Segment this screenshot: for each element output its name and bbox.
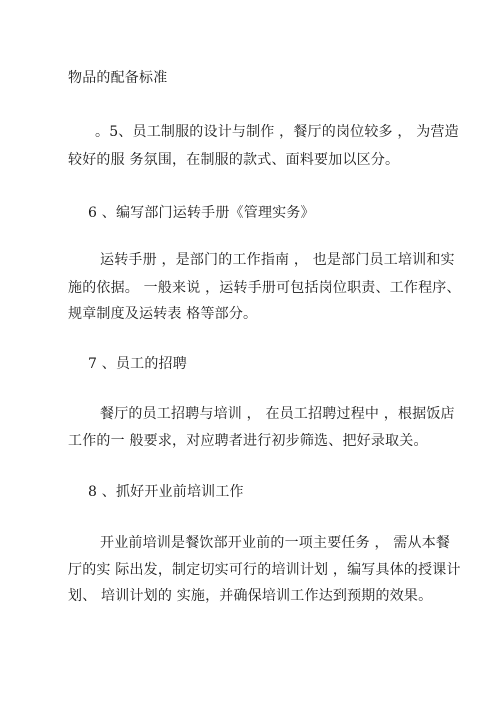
section8-line2: 厅的实 际出发，制定切实可行的培训计划 ，编写具体的授课计: [68, 562, 461, 578]
section7-line1: 餐厅的员工招聘与培训 ， 在员工招聘过程中 ，根据饭店: [100, 406, 455, 422]
section8-heading: 8 、抓好开业前培训工作: [88, 484, 244, 500]
section6-line1: 运转手册 ，是部门的工作指南 ， 也是部门员工培训和实: [100, 252, 455, 268]
section5-line2: 较好的服 务氛围，在制服的款式、面料要加以区分。: [68, 152, 400, 168]
section6-heading: 6 、编写部门运转手册《管理实务》: [88, 205, 315, 221]
section6-line2: 施的依据。 一般来说 ，运转手册可包括岗位职责、工作程序、: [68, 280, 461, 296]
intro-line: 物品的配备标准: [68, 70, 168, 86]
section7-heading: 7 、员工的招聘: [88, 356, 187, 372]
section8-line3: 划、 培训计划的 实施，并确保培训工作达到预期的效果。: [68, 588, 433, 604]
section5-line1: 。5、员工制服的设计与制作 ，餐厅的岗位较多 ， 为营造: [95, 124, 459, 140]
section7-line2: 工作的一 般要求，对应聘者进行初步筛选、把好录取关。: [68, 433, 428, 449]
section6-line3: 规章制度及运转表 格等部分。: [68, 306, 258, 322]
section8-line1: 开业前培训是餐饮部开业前的一项主要任务 ， 需从本餐: [100, 535, 451, 551]
